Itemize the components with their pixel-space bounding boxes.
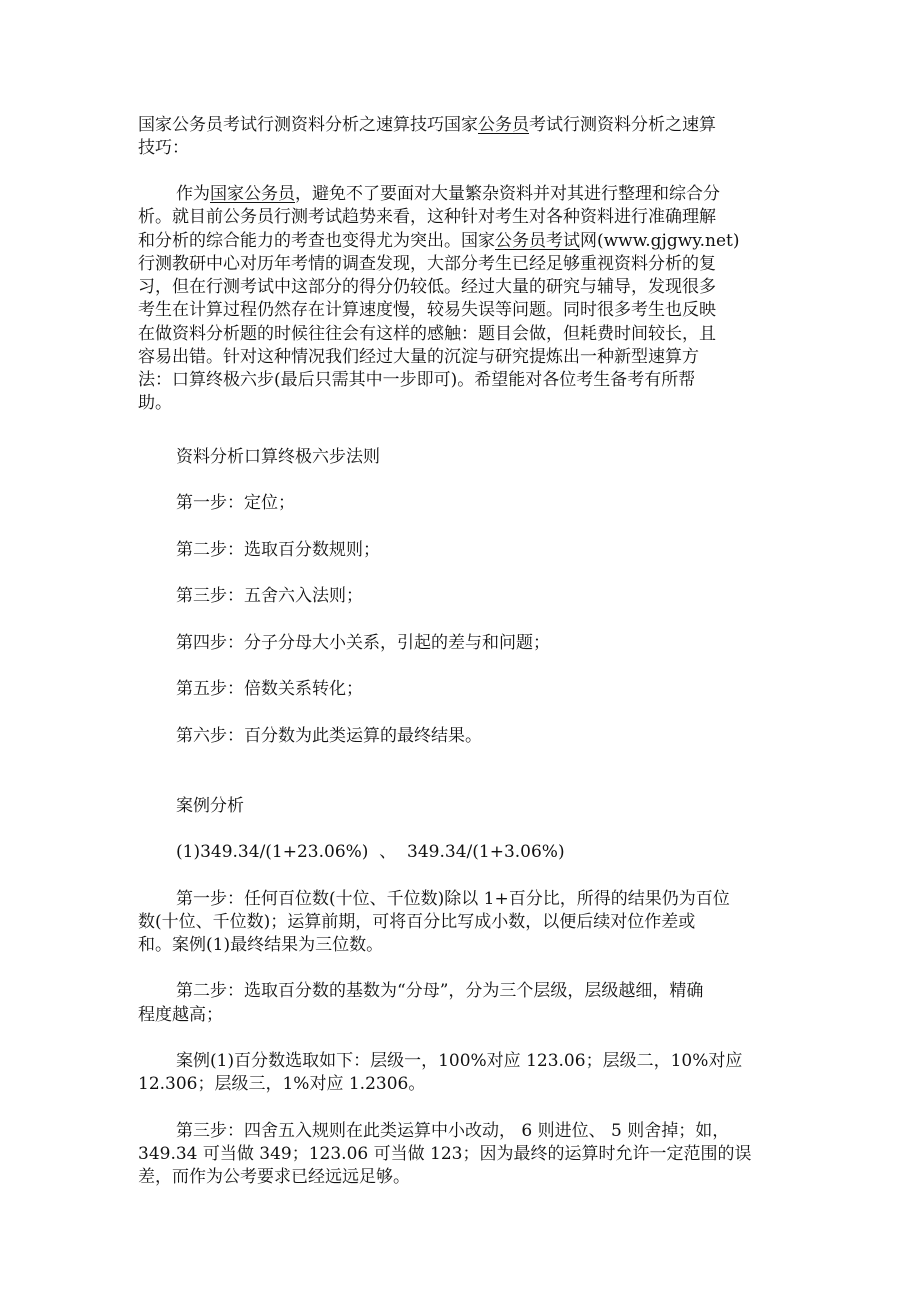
step2-line-2: 程度越高；: [138, 1005, 223, 1025]
intro-text: 网(www.gjgwy.net): [580, 231, 740, 251]
step-item-4: 第四步：分子分母大小关系，引起的差与和问题；: [176, 633, 550, 653]
intro-text: 作为: [176, 184, 210, 204]
intro-line-7: 在做资料分析题的时候往往会有这样的感触：题目会做，但耗费时间较长，且: [138, 324, 716, 344]
rules-heading: 资料分析口算终极六步法则: [176, 447, 380, 467]
case1-line-1: 案例(1)百分数选取如下：层级一，100%对应 123.06；层级二，10%对应: [176, 1051, 743, 1071]
step3-line-1: 第三步：四舍五入规则在此类运算中小改动， 6 则进位、 5 则舍掉；如，: [176, 1121, 730, 1141]
step3-line-2: 349.34 可当做 349；123.06 可当做 123；因为最终的运算时允许一定范围的误: [138, 1144, 752, 1164]
step-item-2: 第二步：选取百分数规则；: [176, 540, 380, 560]
intro-line-9: 法：口算终极六步(最后只需其中一步即可)。希望能对各位考生备考有所帮: [138, 370, 696, 390]
intro-line-8: 容易出错。针对这种情况我们经过大量的沉淀与研究提炼出一种新型速算方: [138, 347, 699, 367]
document-title-line-2: 技巧：: [138, 138, 189, 158]
step1-line-3: 和。案例(1)最终结果为三位数。: [138, 935, 384, 955]
intro-line-1: [176, 183, 826, 205]
step-item-6: 第六步：百分数为此类运算的最终结果。: [176, 726, 482, 746]
intro-line-5: 习，但在行测考试中这部分的得分仍较低。经过大量的研究与辅导，发现很多: [138, 277, 716, 297]
case-heading: 案例分析: [176, 796, 244, 816]
step1-line-1: 第一步：任何百位数(十位、千位数)除以 1+百分比，所得的结果仍为百位: [176, 889, 730, 909]
civil-servant-link[interactable]: 公务员: [478, 115, 529, 135]
document-title-line-1: [138, 114, 788, 136]
title-text: 国家公务员考试行测资料分析之速算技巧国家: [138, 115, 478, 135]
civil-servant-exam-link[interactable]: 公务员考试: [495, 231, 580, 251]
step-item-1: 第一步：定位；: [176, 493, 295, 513]
title-text: 考试行测资料分析之速算: [529, 115, 716, 135]
intro-line-2: 析。就目前公务员行测考试趋势来看，这种针对考生对各种资料进行准确理解: [138, 207, 716, 227]
case1-line-2: 12.306；层级三，1%对应 1.2306。: [138, 1074, 426, 1094]
intro-line-4: 行测教研中心对历年考情的调查发现，大部分考生已经足够重视资料分析的复: [138, 254, 716, 274]
step2-line-1: 第二步：选取百分数的基数为“分母”，分为三个层级，层级越细，精确: [176, 981, 704, 1001]
step-item-5: 第五步：倍数关系转化；: [176, 679, 363, 699]
step-item-3: 第三步：五舍六入法则；: [176, 586, 363, 606]
national-civil-servant-link[interactable]: 国家公务员: [210, 184, 295, 204]
intro-line-6: 考生在计算过程仍然存在计算速度慢，较易失误等问题。同时很多考生也反映: [138, 300, 716, 320]
case-formula: (1)349.34/(1+23.06%) 、 349.34/(1+3.06%): [176, 842, 565, 862]
step1-line-2: 数(十位、千位数)；运算前期，可将百分比写成小数，以便后续对位作差或: [138, 912, 696, 932]
intro-line-3: [138, 230, 788, 252]
intro-line-10: 助。: [138, 393, 172, 413]
intro-text: ，避免不了要面对大量繁杂资料并对其进行整理和综合分: [295, 184, 720, 204]
step3-line-3: 差，而作为公考要求已经远远足够。: [138, 1167, 410, 1187]
intro-text: 和分析的综合能力的考查也变得尤为突出。国家: [138, 231, 495, 251]
